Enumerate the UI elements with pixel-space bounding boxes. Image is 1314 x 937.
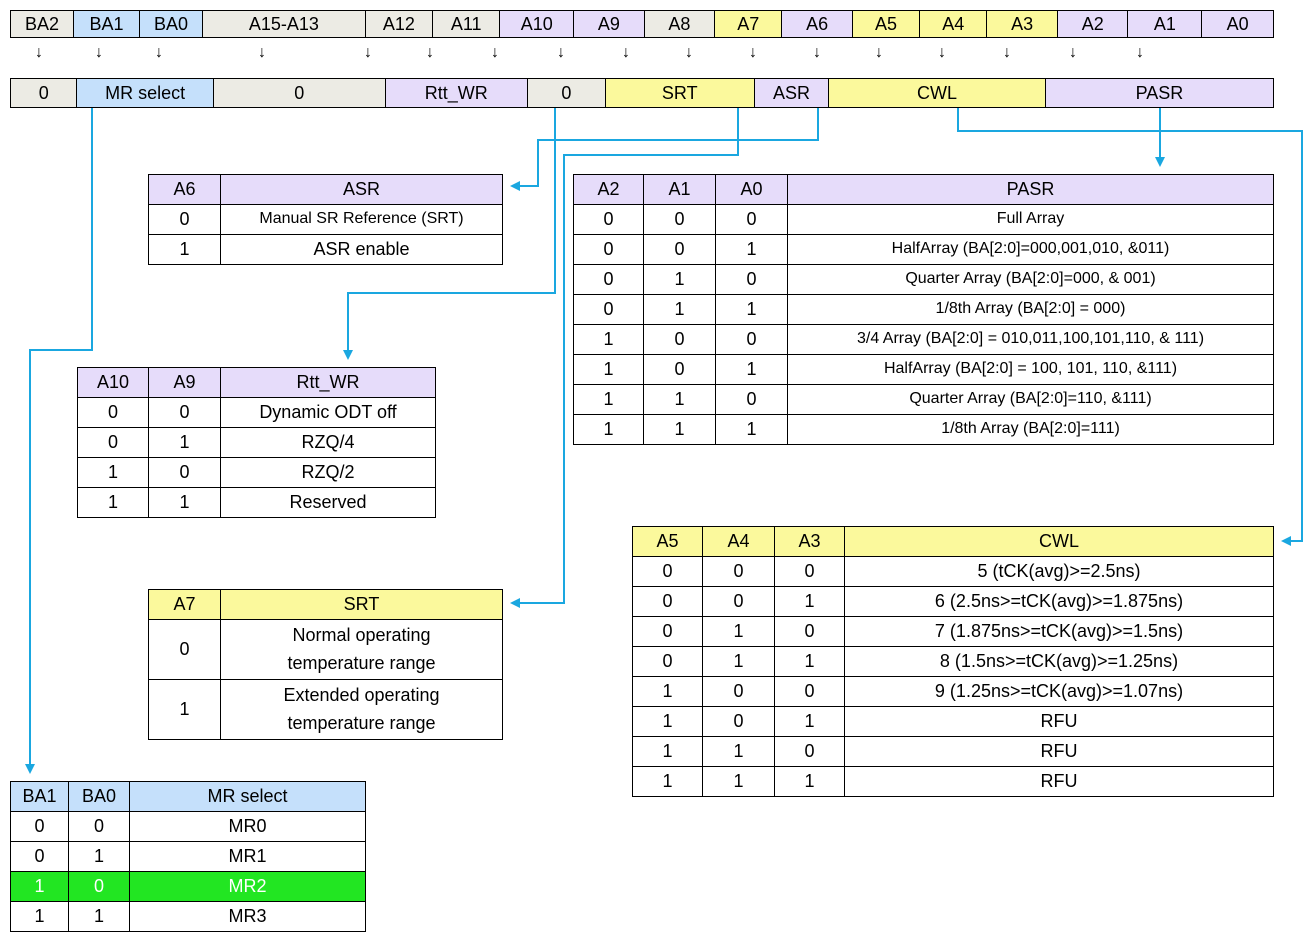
arrow-down-icon: ↓ — [258, 44, 266, 61]
cwl-cell: 1 — [703, 767, 775, 797]
arrow-down-icon: ↓ — [155, 44, 163, 61]
cwl-header-a5: A5 — [633, 527, 703, 557]
cwl-header-cwl: CWL — [845, 527, 1274, 557]
bit-a5: A5 — [852, 11, 919, 38]
mr-cell: MR0 — [130, 812, 366, 842]
pasr-cell: 1/8th Array (BA[2:0]=111) — [788, 415, 1274, 445]
pasr-header-a2: A2 — [574, 175, 644, 205]
bit-ba0: BA0 — [140, 11, 203, 38]
arrow-down-icon: ↓ — [875, 44, 883, 61]
srt-header-srt: SRT — [221, 590, 503, 620]
field-asr: ASR — [754, 79, 828, 108]
pasr-cell: HalfArray (BA[2:0]=000,001,010, &011) — [788, 235, 1274, 265]
pasr-cell: 0 — [574, 265, 644, 295]
rtt-header-a9: A9 — [149, 368, 221, 398]
pasr-cell: 1 — [644, 415, 716, 445]
cwl-cell: 1 — [775, 647, 845, 677]
pasr-cell: 1 — [574, 355, 644, 385]
bit-a0: A0 — [1202, 11, 1274, 38]
cwl-cell: 6 (2.5ns>=tCK(avg)>=1.875ns) — [845, 587, 1274, 617]
pasr-cell: Full Array — [788, 205, 1274, 235]
pasr-cell: 1 — [716, 355, 788, 385]
cwl-cell: 0 — [775, 557, 845, 587]
arrow-down-icon: ↓ — [749, 44, 757, 61]
cwl-cell: 1 — [633, 767, 703, 797]
cwl-cell: 8 (1.5ns>=tCK(avg)>=1.25ns) — [845, 647, 1274, 677]
bit-a2: A2 — [1057, 11, 1128, 38]
cwl-cell: 0 — [633, 587, 703, 617]
arrow-down-icon: ↓ — [1003, 44, 1011, 61]
mr-cell: MR3 — [130, 902, 366, 932]
mr-cell: 1 — [69, 842, 130, 872]
pasr-cell: 0 — [716, 385, 788, 415]
pasr-cell: 0 — [644, 355, 716, 385]
asr-header-asr: ASR — [221, 175, 503, 205]
bit-a9: A9 — [574, 11, 645, 38]
pasr-cell: 1 — [644, 295, 716, 325]
bit-a8: A8 — [644, 11, 715, 38]
field-mr-select: MR select — [77, 79, 213, 108]
pasr-cell: 1 — [574, 325, 644, 355]
asr-cell: 1 — [149, 235, 221, 265]
mr-cell: 1 — [11, 872, 69, 902]
mr-cell: 0 — [69, 872, 130, 902]
rtt-cell: 1 — [78, 488, 149, 518]
cwl-cell: 0 — [633, 647, 703, 677]
asr-cell: Manual SR Reference (SRT) — [221, 205, 503, 235]
connector-rtt-wr — [348, 108, 555, 358]
pasr-cell: 1/8th Array (BA[2:0] = 000) — [788, 295, 1274, 325]
arrow-down-icon: ↓ — [813, 44, 821, 61]
pasr-cell: 0 — [644, 235, 716, 265]
bit-a10: A10 — [500, 11, 574, 38]
pasr-cell: 1 — [716, 415, 788, 445]
arrow-down-icon: ↓ — [685, 44, 693, 61]
pasr-cell: 1 — [574, 385, 644, 415]
mr-cell: 1 — [11, 902, 69, 932]
mr-cell: 1 — [69, 902, 130, 932]
cwl-cell: 5 (tCK(avg)>=2.5ns) — [845, 557, 1274, 587]
cwl-cell: 1 — [633, 707, 703, 737]
field-a15-a11: 0 — [213, 79, 385, 108]
cwl-cell: 0 — [633, 557, 703, 587]
arrow-down-icon: ↓ — [622, 44, 630, 61]
rtt-cell: RZQ/2 — [221, 458, 436, 488]
connector-asr — [512, 108, 818, 186]
cwl-cell: 0 — [703, 587, 775, 617]
rtt-header-a10: A10 — [78, 368, 149, 398]
arrow-down-icon: ↓ — [557, 44, 565, 61]
field-pasr: PASR — [1045, 79, 1273, 108]
asr-header-a6: A6 — [149, 175, 221, 205]
cwl-cell: 1 — [703, 737, 775, 767]
pasr-header-a1: A1 — [644, 175, 716, 205]
connector-srt — [512, 108, 738, 603]
pasr-cell: HalfArray (BA[2:0] = 100, 101, 110, &111) — [788, 355, 1274, 385]
srt-cell: 1 — [149, 680, 221, 740]
mr-header-ba0: BA0 — [69, 782, 130, 812]
mr-header-ba1: BA1 — [11, 782, 69, 812]
field-ba2: 0 — [11, 79, 77, 108]
pasr-cell: 0 — [574, 235, 644, 265]
cwl-cell: 0 — [703, 707, 775, 737]
pasr-cell: 0 — [716, 325, 788, 355]
bit-a7: A7 — [715, 11, 782, 38]
srt-cell: Normal operating temperature range — [221, 620, 503, 680]
cwl-cell: 1 — [633, 677, 703, 707]
pasr-cell: 0 — [574, 205, 644, 235]
rtt-cell: 1 — [149, 488, 221, 518]
arrow-down-icon: ↓ — [95, 44, 103, 61]
mr-cell: 0 — [11, 842, 69, 872]
cwl-cell: 0 — [703, 557, 775, 587]
pasr-cell: Quarter Array (BA[2:0]=110, &111) — [788, 385, 1274, 415]
mr-cell: MR2 — [130, 872, 366, 902]
field-rtt-wr: Rtt_WR — [385, 79, 527, 108]
pasr-cell: 1 — [716, 235, 788, 265]
rtt-cell: 0 — [149, 458, 221, 488]
pasr-header-a0: A0 — [716, 175, 788, 205]
rtt-cell: 1 — [149, 428, 221, 458]
cwl-cell: 0 — [703, 677, 775, 707]
pasr-cell: 1 — [644, 385, 716, 415]
cwl-cell: 1 — [633, 737, 703, 767]
pasr-cell: 1 — [644, 265, 716, 295]
rtt-cell: 0 — [149, 398, 221, 428]
cwl-header-a4: A4 — [703, 527, 775, 557]
cwl-cell: 0 — [775, 677, 845, 707]
cwl-cell: RFU — [845, 707, 1274, 737]
cwl-cell: RFU — [845, 767, 1274, 797]
field-cwl: CWL — [829, 79, 1046, 108]
pasr-cell: 1 — [574, 415, 644, 445]
field-a8: 0 — [527, 79, 605, 108]
cwl-cell: 7 (1.875ns>=tCK(avg)>=1.5ns) — [845, 617, 1274, 647]
cwl-cell: 0 — [775, 617, 845, 647]
mr-header-select: MR select — [130, 782, 366, 812]
bit-ba2: BA2 — [11, 11, 74, 38]
bit-a1: A1 — [1128, 11, 1202, 38]
arrow-down-icon: ↓ — [35, 44, 43, 61]
rtt-cell: RZQ/4 — [221, 428, 436, 458]
mr-cell: MR1 — [130, 842, 366, 872]
cwl-cell: 0 — [633, 617, 703, 647]
pasr-cell: 1 — [716, 295, 788, 325]
bit-a15-a13: A15-A13 — [203, 11, 366, 38]
bit-a12: A12 — [365, 11, 432, 38]
rtt-cell: Dynamic ODT off — [221, 398, 436, 428]
cwl-header-a3: A3 — [775, 527, 845, 557]
bit-a6: A6 — [782, 11, 853, 38]
rtt-header-rtt-wr: Rtt_WR — [221, 368, 436, 398]
pasr-cell: 0 — [644, 325, 716, 355]
arrow-down-icon: ↓ — [426, 44, 434, 61]
bit-a11: A11 — [433, 11, 500, 38]
rtt-cell: 0 — [78, 398, 149, 428]
mr-cell: 0 — [69, 812, 130, 842]
connector-cwl — [958, 108, 1302, 541]
field-srt: SRT — [605, 79, 754, 108]
asr-cell: 0 — [149, 205, 221, 235]
asr-cell: ASR enable — [221, 235, 503, 265]
connector-mr-select — [30, 108, 92, 772]
arrow-down-icon: ↓ — [938, 44, 946, 61]
pasr-header-pasr: PASR — [788, 175, 1274, 205]
cwl-cell: 1 — [775, 707, 845, 737]
srt-cell: Extended operating temperature range — [221, 680, 503, 740]
rtt-cell: Reserved — [221, 488, 436, 518]
mr-cell: 0 — [11, 812, 69, 842]
pasr-cell: 0 — [716, 265, 788, 295]
arrow-down-icon: ↓ — [1069, 44, 1077, 61]
pasr-cell: 0 — [716, 205, 788, 235]
srt-header-a7: A7 — [149, 590, 221, 620]
cwl-cell: 1 — [775, 767, 845, 797]
cwl-cell: 0 — [775, 737, 845, 767]
cwl-cell: 1 — [775, 587, 845, 617]
srt-cell: 0 — [149, 620, 221, 680]
cwl-cell: 1 — [703, 647, 775, 677]
pasr-cell: Quarter Array (BA[2:0]=000, & 001) — [788, 265, 1274, 295]
cwl-cell: RFU — [845, 737, 1274, 767]
bit-a4: A4 — [920, 11, 987, 38]
bit-ba1: BA1 — [73, 11, 139, 38]
bit-a3: A3 — [987, 11, 1058, 38]
pasr-cell: 3/4 Array (BA[2:0] = 010,011,100,101,110, & 111) — [788, 325, 1274, 355]
arrow-down-icon: ↓ — [491, 44, 499, 61]
arrow-down-icon: ↓ — [364, 44, 372, 61]
arrow-down-icon: ↓ — [1136, 44, 1144, 61]
pasr-cell: 0 — [644, 205, 716, 235]
cwl-cell: 1 — [703, 617, 775, 647]
pasr-cell: 0 — [574, 295, 644, 325]
rtt-cell: 1 — [78, 458, 149, 488]
cwl-cell: 9 (1.25ns>=tCK(avg)>=1.07ns) — [845, 677, 1274, 707]
rtt-cell: 0 — [78, 428, 149, 458]
